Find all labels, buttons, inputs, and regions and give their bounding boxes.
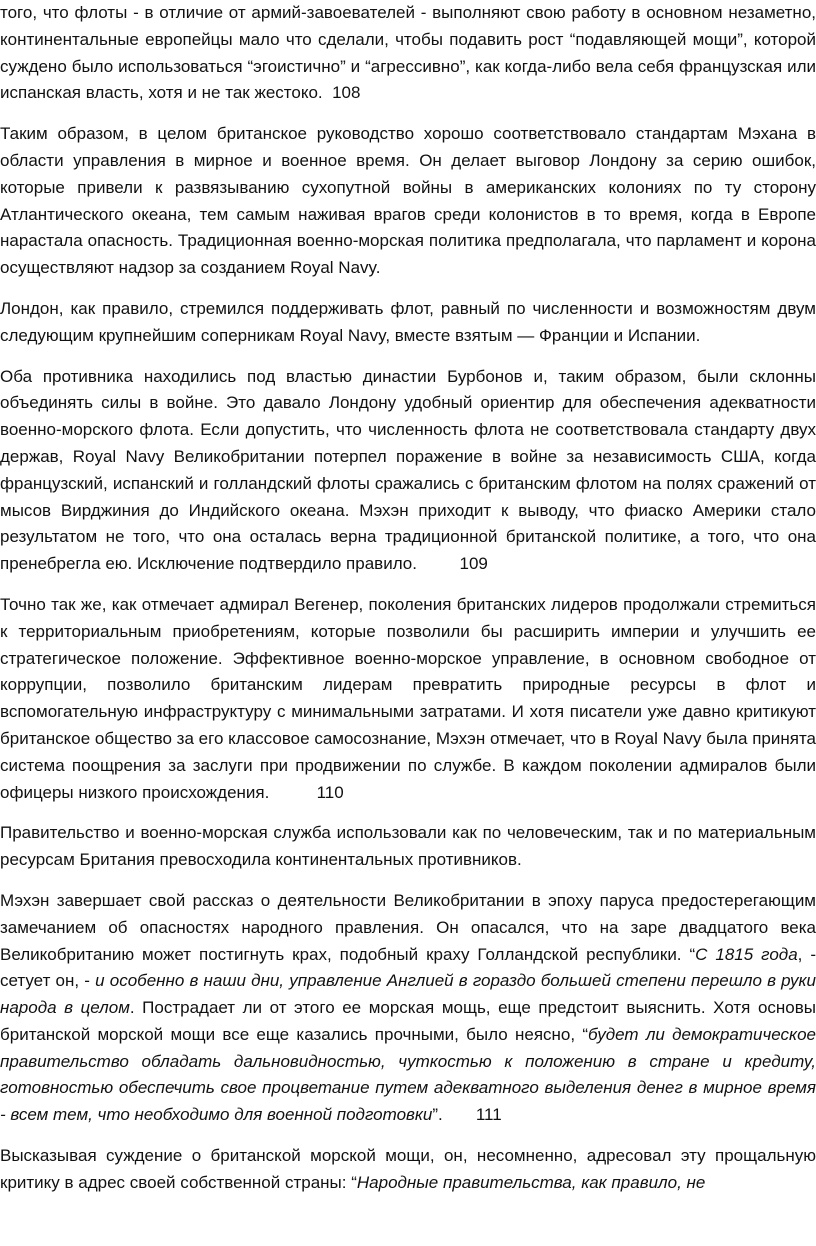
paragraph-text: Оба противника находились под властью династии Бурбонов и, таким образом, были склонны объединять силы в войне. Это давало Лондону удобный ориентир для обеспечения адекватности военно-морского флота. Если допустить, что численность флота не соответствовала стандарту двух держав, Royal Navy Великобритании потерпел поражение в войне за независимость США, когда французский, испанский и голландский флоты сражались с британским флотом на полях сражений от мысов Вирджиния до Индийского океана. Мэхэн приходит к выводу, что фиаско Америки стало результатом не того, что она осталась верна традиционной британской политике, а того, что она пренебрегла ею. Исключение подтвердило правило. (0, 366, 816, 574)
paragraph-7 (0, 888, 816, 1129)
paragraph-text: того, что флоты - в отличие от армий-завоевателей - выполняют свою работу в основном незаметно, континентальные европейцы мало что сделали, чтобы подавить рост “подавляющей мощи”, которой суждено было использоваться “эгоистично” и “агрессивно”, как когда-либо вела себя французская или испанская власть, хотя и не так жестоко. (0, 3, 816, 103)
paragraph-text: , - сетует он, - (0, 944, 816, 991)
quote-italic: С 1815 года (695, 944, 798, 964)
paragraph-3 (0, 296, 816, 350)
paragraph-text: Лондон, как правило, стремился поддерживать флот, равный по численности и возможностям двум следующим крупнейшим соперникам Royal Navy, вместе взятым — Франции и Испании. (0, 298, 816, 345)
paragraph-4 (0, 364, 816, 578)
footnote-number-110: 110 (269, 782, 344, 802)
footnote-number-109: 109 (417, 554, 488, 574)
quote-italic: Народные правительства, как правило, не (356, 1172, 706, 1192)
paragraph-text: Точно так же, как отмечает адмирал Вегенер, поколения британских лидеров продолжали стремиться к территориальным приобретениям, которые позволили бы расширить империи и улучшить ее стратегическое положение. Эффективное военно-морское управление, в основном свободное от коррупции, позволило британским лидерам превратить природные ресурсы в флот и вспомогательную инфраструктуру с минимальными затратами. И хотя писатели уже давно критикуют британское общество за его классовое самосознание, Мэхэн отмечает, что в Royal Navy была принята система поощрения за заслуги при продвижении по службе. В каждом поколении адмиралов были офицеры низкого происхождения. (0, 594, 816, 802)
paragraph-5 (0, 592, 816, 806)
paragraph-2 (0, 121, 816, 282)
paragraph-text: Высказывая суждение о британской морской мощи, он, несомненно, адресовал эту прощальную критику в адрес своей собственной страны: “ (0, 1146, 816, 1192)
paragraph-text: Мэхэн завершает свой рассказ о деятельности Великобритании в эпоху паруса предостерегающим замечанием об опасностях народного правления. Он опасался, что на заре двадцатого века Великобританию может постигнуть крах, подобный краху Голландской республики. “ (0, 890, 816, 964)
paragraph-6 (0, 820, 816, 874)
footnote-number-108: 108 (322, 83, 361, 103)
paragraph-text: Таким образом, в целом британское руководство хорошо соответствовало стандартам Мэхана в области управления в мирное и военное время. Он делает выговор Лондону за серию ошибок, которые привели к развязыванию сухопутной войны в американских колониях по ту сторону Атлантического океана, тем самым наживая врагов среди колонистов в то время, когда в Европе нарастала опасность. Традиционная военно-морская политика предполагала, что парламент и корона осуществляют надзор за созданием Royal Navy. (0, 124, 816, 278)
paragraph-text: ”. (432, 1105, 443, 1125)
paragraph-1 (0, 0, 816, 107)
footnote-number-111: 111 (442, 1105, 502, 1125)
quote-italic: будет ли демократическое правительство обладать дальновидностью, чуткостью к положению в стране и кредиту, готовностью обеспечить свое процветание путем адекватного выделения денег в мирное время - всем тем, что необходимо для военной подготовки (0, 1024, 816, 1125)
quote-italic: и особенно в наши дни, управление Англией в гораздо большей степени перешло в руки народа в целом (0, 971, 816, 1018)
paragraph-8 (0, 1143, 816, 1197)
paragraph-text: Правительство и военно-морская служба использовали как по человеческим, так и по материальным ресурсам Британия превосходила континентальных противников. (0, 823, 816, 870)
paragraph-text: . Пострадает ли от этого ее морская мощь, еще предстоит выяснить. Хотя основы британской морской мощи все еще казались прочными, было неясно, “ (0, 998, 816, 1044)
